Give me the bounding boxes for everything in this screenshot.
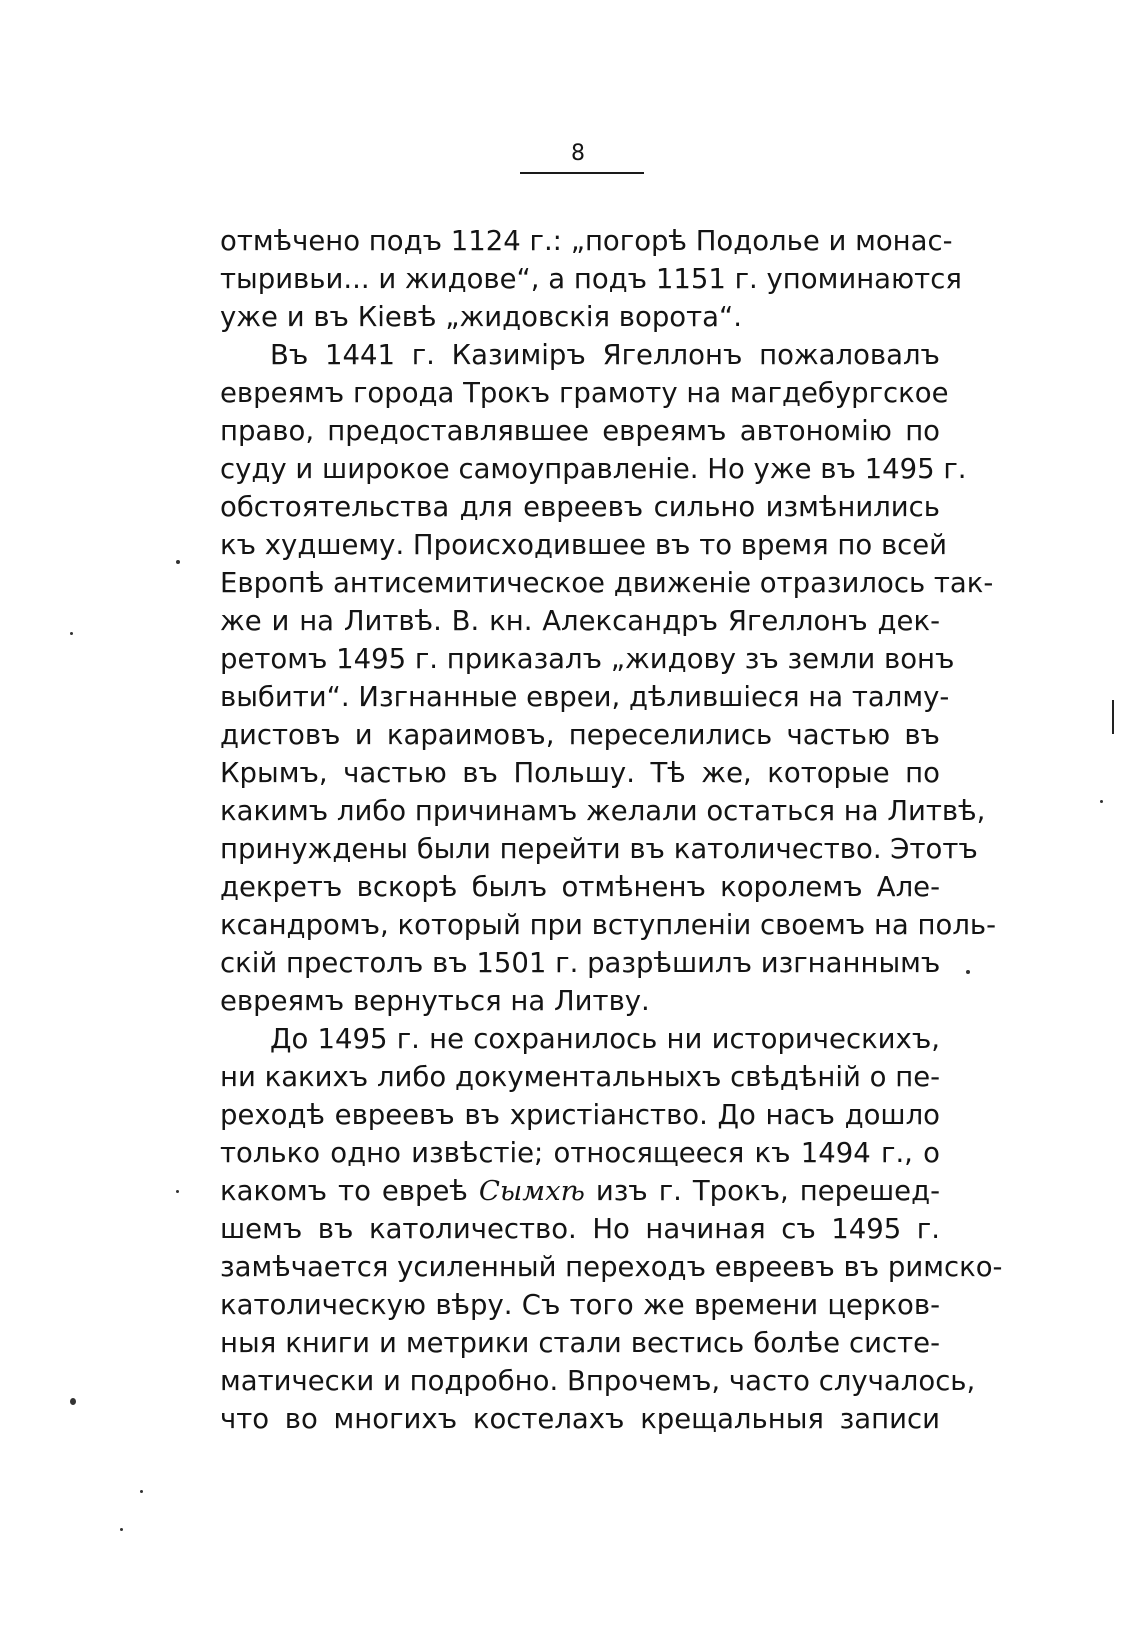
text-line: Европѣ антисемитическое движеніе отразилось так- — [220, 567, 994, 599]
text-line: декретъ вскорѣ былъ отмѣненъ королемъ Але- — [220, 871, 940, 903]
text-line: только одно извѣстіе; относящееся къ 1494 г., о — [220, 1137, 940, 1169]
text-line: что во многихъ костелахъ крещальныя записи — [220, 1403, 940, 1435]
text-line: Крымъ, частью въ Польшу. Тѣ же, которые по — [220, 757, 940, 789]
text-line: къ худшему. Происходившее въ то время по всей — [220, 529, 948, 561]
text-line: евреямъ вернуться на Литву. — [220, 985, 650, 1017]
text-line: ныя книги и метрики стали вестись болѣе систе- — [220, 1327, 940, 1359]
text-line: дистовъ и караимовъ, переселились частью въ — [220, 719, 940, 751]
scan-speck — [966, 970, 970, 974]
text-line: суду и широкое самоуправленіе. Но уже въ 1495 г. — [220, 453, 967, 485]
text-line-with-italic — [220, 1172, 940, 1210]
text-segment: изъ г. Трокъ, перешед- — [584, 1175, 941, 1207]
italic-name: Сымхѣ — [478, 1175, 585, 1207]
text-line: евреямъ города Трокъ грамоту на магдебургское — [220, 377, 949, 409]
text-line: матически и подробно. Впрочемъ, часто случалось, — [220, 1365, 976, 1397]
text-line: католическую вѣру. Съ того же времени церков- — [220, 1289, 940, 1321]
text-line: принуждены были перейти въ католичество. Этотъ — [220, 833, 978, 865]
text-line: какимъ либо причинамъ желали остаться на Литвѣ, — [220, 795, 986, 827]
text-line: отмѣчено подъ 1124 г.: „погорѣ Подолье и монас- — [220, 225, 953, 257]
text-line: обстоятельства для евреевъ сильно измѣнились — [220, 491, 940, 523]
text-line: уже и въ Кіевѣ „жидовскія ворота“. — [220, 301, 742, 333]
scan-speck — [1100, 800, 1103, 803]
text-line: До 1495 г. не сохранилось ни историческихъ, — [270, 1023, 940, 1055]
page-number-rule — [520, 172, 644, 174]
scan-speck — [176, 1190, 179, 1193]
text-segment: какомъ то евреѣ — [220, 1175, 479, 1207]
text-line: выбити“. Изгнанные евреи, дѣлившіеся на талму- — [220, 681, 950, 713]
text-line: ксандромъ, который при вступленіи своемъ на поль- — [220, 909, 997, 941]
page-number: 8 — [571, 141, 585, 166]
scan-speck — [176, 560, 180, 564]
text-line: же и на Литвѣ. В. кн. Александръ Ягеллонъ дек- — [220, 605, 940, 637]
text-line: ни какихъ либо документальныхъ свѣдѣній о пе- — [220, 1061, 941, 1093]
text-line: скій престолъ въ 1501 г. разрѣшилъ изгнаннымъ — [220, 947, 941, 979]
scan-speck — [70, 632, 73, 635]
text-line: право, предоставлявшее евреямъ автономію по — [220, 415, 940, 447]
paragraph-2 — [220, 336, 997, 1020]
text-line: тыривьи... и жидове“, а подъ 1151 г. упоминаются — [220, 263, 962, 295]
paragraph-1 — [220, 222, 962, 336]
scan-speck — [120, 1528, 123, 1531]
text-line: шемъ въ католичество. Но начиная съ 1495 г. — [220, 1213, 940, 1245]
text-line: реходѣ евреевъ въ христіанство. До насъ дошло — [220, 1099, 940, 1131]
paragraph-3 — [220, 1020, 1003, 1438]
text-line: Въ 1441 г. Казиміръ Ягеллонъ пожаловалъ — [270, 339, 940, 371]
text-line: ретомъ 1495 г. приказалъ „жидову зъ земли вонъ — [220, 643, 955, 675]
scan-edge-mark — [1112, 700, 1114, 734]
scan-speck — [70, 1398, 76, 1405]
scan-speck — [140, 1490, 143, 1493]
text-line: замѣчается усиленный переходъ евреевъ въ римско- — [220, 1251, 1003, 1283]
body-text — [220, 222, 1003, 1438]
